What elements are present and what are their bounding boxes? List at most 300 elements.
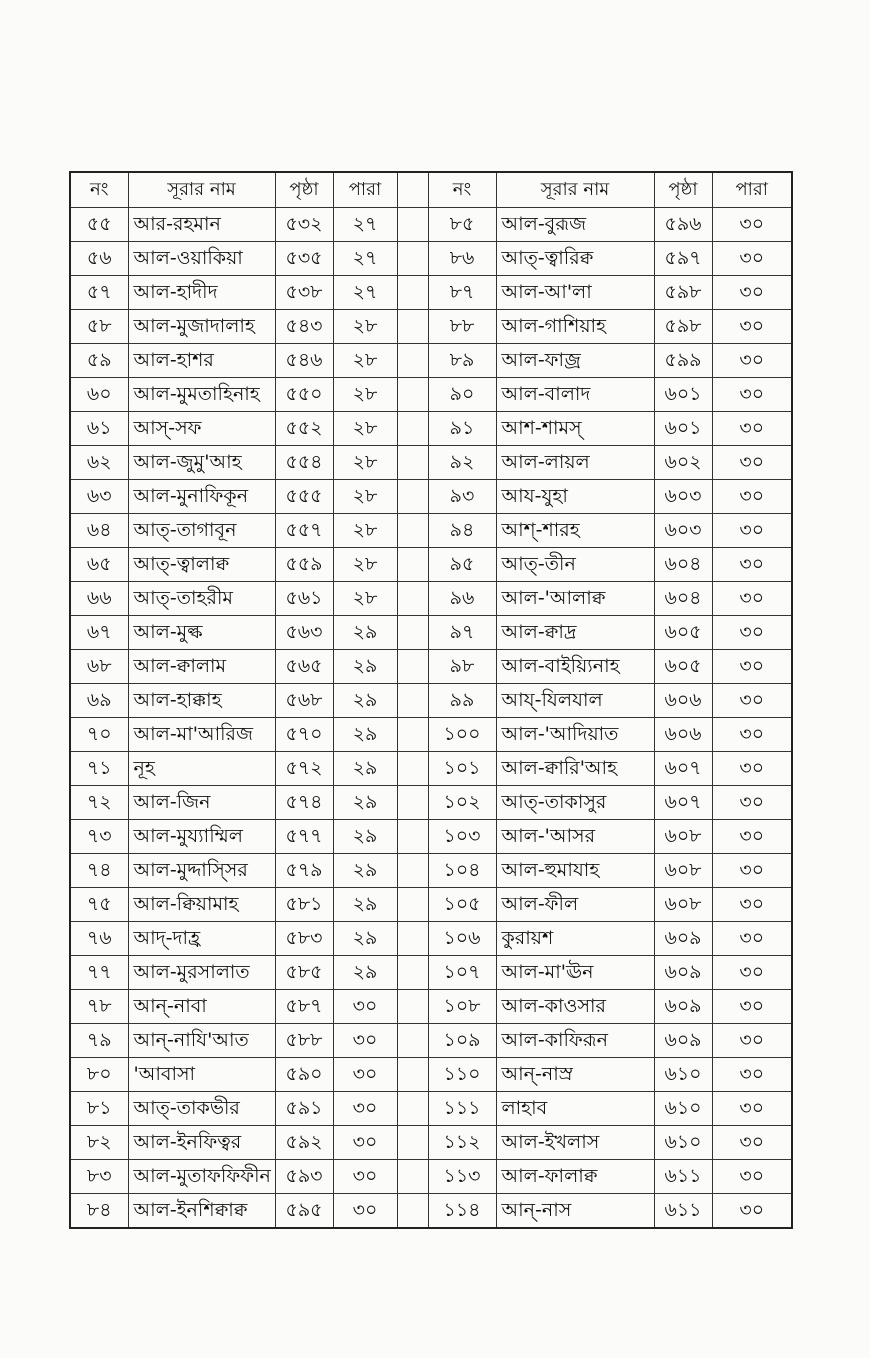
surah-number: ১০৪	[428, 854, 496, 888]
table-row	[70, 582, 792, 616]
para-number: ২৯	[333, 650, 397, 684]
header-page: পৃষ্ঠা	[275, 172, 333, 208]
surah-name: আল-জুমু'আহ	[128, 446, 275, 480]
surah-name: আন্-নাযি'আত	[128, 1024, 275, 1058]
para-number: ৩০	[712, 684, 792, 718]
surah-number: ১১২	[428, 1126, 496, 1160]
surah-name: আল-'আলাক্ব	[496, 582, 654, 616]
table-row	[70, 820, 792, 854]
page-number: ৫৯৭	[654, 242, 712, 276]
page-number: ৫৬১	[275, 582, 333, 616]
surah-number: ৭৭	[70, 956, 128, 990]
para-number: ২৮	[333, 344, 397, 378]
column-divider	[397, 446, 428, 480]
surah-name: আল-ফালাক্ব	[496, 1160, 654, 1194]
surah-number: ১০৭	[428, 956, 496, 990]
para-number: ৩০	[712, 1058, 792, 1092]
surah-name: আল-ক্বারি'আহ	[496, 752, 654, 786]
page-number: ৫৫০	[275, 378, 333, 412]
surah-name: আল-ফাজ্র	[496, 344, 654, 378]
surah-number: ৮১	[70, 1092, 128, 1126]
surah-name: আত্-তাগাবূন	[128, 514, 275, 548]
page-number: ৫৬৩	[275, 616, 333, 650]
table-row	[70, 1058, 792, 1092]
surah-name: আয্-যিলযাল	[496, 684, 654, 718]
column-divider	[397, 820, 428, 854]
surah-number: ৮৩	[70, 1160, 128, 1194]
surah-number: ৬৩	[70, 480, 128, 514]
para-number: ২৮	[333, 548, 397, 582]
surah-number: ৬৯	[70, 684, 128, 718]
page-number: ৫৭৭	[275, 820, 333, 854]
surah-number: ৯৫	[428, 548, 496, 582]
surah-number: ৮০	[70, 1058, 128, 1092]
surah-name: আল-কাওসার	[496, 990, 654, 1024]
column-divider	[397, 276, 428, 310]
table-row	[70, 1126, 792, 1160]
page-number: ৫৭৪	[275, 786, 333, 820]
surah-name: আল-মুয্যাম্মিল	[128, 820, 275, 854]
surah-number: ১০৯	[428, 1024, 496, 1058]
table-row	[70, 786, 792, 820]
column-divider	[397, 344, 428, 378]
surah-name: আল-বুরূজ	[496, 208, 654, 242]
surah-number: ১০৩	[428, 820, 496, 854]
table-row	[70, 344, 792, 378]
header-page: পৃষ্ঠা	[654, 172, 712, 208]
page-number: ৬০৯	[654, 1024, 712, 1058]
page-number: ৬০৩	[654, 480, 712, 514]
surah-number: ৬৫	[70, 548, 128, 582]
surah-name: আন্-নাবা	[128, 990, 275, 1024]
surah-name: আল-ইখলাস	[496, 1126, 654, 1160]
page-number: ৫৫২	[275, 412, 333, 446]
surah-name: আল-মা'আরিজ	[128, 718, 275, 752]
surah-name: আত্-তাহরীম	[128, 582, 275, 616]
table-row	[70, 650, 792, 684]
para-number: ২৯	[333, 854, 397, 888]
para-number: ২৯	[333, 888, 397, 922]
page-number: ৫৩৮	[275, 276, 333, 310]
column-divider	[397, 1092, 428, 1126]
table-row	[70, 888, 792, 922]
page-number: ৬০৩	[654, 514, 712, 548]
table-row	[70, 276, 792, 310]
surah-name: আল-গাশিয়াহ	[496, 310, 654, 344]
surah-number: ৬২	[70, 446, 128, 480]
surah-number: ৭৪	[70, 854, 128, 888]
surah-number: ১০১	[428, 752, 496, 786]
surah-name: আল-কাফিরূন	[496, 1024, 654, 1058]
page-number: ৫৩৫	[275, 242, 333, 276]
para-number: ২৭	[333, 208, 397, 242]
page-number: ৫৭৯	[275, 854, 333, 888]
para-number: ৩০	[712, 582, 792, 616]
surah-number: ৭২	[70, 786, 128, 820]
para-number: ২৯	[333, 684, 397, 718]
surah-number: ৯৪	[428, 514, 496, 548]
surah-number: ৭৯	[70, 1024, 128, 1058]
para-number: ৩০	[712, 1160, 792, 1194]
surah-name: আল-ক্বাদ্র	[496, 616, 654, 650]
para-number: ৩০	[712, 1194, 792, 1229]
table-row	[70, 854, 792, 888]
surah-number: ৯২	[428, 446, 496, 480]
surah-name: আন্-নাস	[496, 1194, 654, 1229]
surah-number: ৮৫	[428, 208, 496, 242]
surah-name: আয-যুহা	[496, 480, 654, 514]
page-number: ৬০৫	[654, 650, 712, 684]
surah-number: ৯৯	[428, 684, 496, 718]
para-number: ২৯	[333, 922, 397, 956]
page-number: ৬০৪	[654, 548, 712, 582]
para-number: ৩০	[712, 990, 792, 1024]
header-para: পারা	[333, 172, 397, 208]
surah-number: ৫৭	[70, 276, 128, 310]
para-number: ২৮	[333, 582, 397, 616]
para-number: ৩০	[712, 412, 792, 446]
para-number: ৩০	[712, 718, 792, 752]
page-number: ৬১০	[654, 1126, 712, 1160]
column-divider	[397, 172, 428, 208]
table-row	[70, 412, 792, 446]
surah-name: আর-রহমান	[128, 208, 275, 242]
surah-number: ৭০	[70, 718, 128, 752]
surah-name: আল-জিন	[128, 786, 275, 820]
surah-number: ৬৮	[70, 650, 128, 684]
surah-name: আল-বালাদ	[496, 378, 654, 412]
page-number: ৬০৭	[654, 752, 712, 786]
column-divider	[397, 480, 428, 514]
column-divider	[397, 956, 428, 990]
table-row	[70, 208, 792, 242]
surah-number: ১০০	[428, 718, 496, 752]
para-number: ২৯	[333, 752, 397, 786]
surah-name: 'আবাসা	[128, 1058, 275, 1092]
para-number: ৩০	[712, 820, 792, 854]
table-row	[70, 616, 792, 650]
page-number: ৫৯০	[275, 1058, 333, 1092]
para-number: ৩০	[712, 752, 792, 786]
surah-number: ৯৮	[428, 650, 496, 684]
surah-name: আল-হাশর	[128, 344, 275, 378]
para-number: ২৯	[333, 820, 397, 854]
para-number: ৩০	[712, 786, 792, 820]
page-number: ৫৩২	[275, 208, 333, 242]
column-divider	[397, 1126, 428, 1160]
page-number: ৬০৮	[654, 854, 712, 888]
page-number: ৬০১	[654, 378, 712, 412]
surah-number: ৯১	[428, 412, 496, 446]
surah-name: আল-আ'লা	[496, 276, 654, 310]
surah-name: লাহাব	[496, 1092, 654, 1126]
para-number: ৩০	[712, 480, 792, 514]
header-number: নং	[70, 172, 128, 208]
surah-name: আল-মুল্ক	[128, 616, 275, 650]
surah-name: আত্-ত্বালাক্ব	[128, 548, 275, 582]
page-number: ৬০১	[654, 412, 712, 446]
table-row	[70, 1160, 792, 1194]
para-number: ৩০	[712, 956, 792, 990]
surah-number: ১১৪	[428, 1194, 496, 1229]
page-number: ৫৮৩	[275, 922, 333, 956]
surah-number: ১০৬	[428, 922, 496, 956]
para-number: ২৭	[333, 276, 397, 310]
para-number: ৩০	[712, 650, 792, 684]
surah-number: ৯৬	[428, 582, 496, 616]
page-number: ৫৯৮	[654, 276, 712, 310]
para-number: ৩০	[333, 1058, 397, 1092]
page-number: ৫৫৯	[275, 548, 333, 582]
column-divider	[397, 888, 428, 922]
para-number: ২৮	[333, 480, 397, 514]
page-number: ৫৯১	[275, 1092, 333, 1126]
surah-name: আল-'আসর	[496, 820, 654, 854]
para-number: ৩০	[712, 854, 792, 888]
column-divider	[397, 786, 428, 820]
page-number: ৫৯৫	[275, 1194, 333, 1229]
surah-name: আশ্-শারহ	[496, 514, 654, 548]
surah-name: আল-হুমাযাহ	[496, 854, 654, 888]
para-number: ৩০	[712, 514, 792, 548]
table-row	[70, 956, 792, 990]
surah-name: আল-বাইয়্যিনাহ	[496, 650, 654, 684]
surah-name: আল-হাদীদ	[128, 276, 275, 310]
column-divider	[397, 208, 428, 242]
header-surah-name: সূরার নাম	[496, 172, 654, 208]
surah-number: ৮২	[70, 1126, 128, 1160]
surah-name: আল-মুতাফফিফীন	[128, 1160, 275, 1194]
para-number: ৩০	[712, 1126, 792, 1160]
para-number: ২৮	[333, 412, 397, 446]
surah-number: ৮৯	[428, 344, 496, 378]
surah-number: ৬৭	[70, 616, 128, 650]
column-divider	[397, 718, 428, 752]
column-divider	[397, 1058, 428, 1092]
surah-number: ৭১	[70, 752, 128, 786]
surah-name: আল-ইনশিক্বাক্ব	[128, 1194, 275, 1229]
column-divider	[397, 1194, 428, 1229]
column-divider	[397, 378, 428, 412]
table-row	[70, 718, 792, 752]
surah-name: কুরায়শ	[496, 922, 654, 956]
page-number: ৫৭২	[275, 752, 333, 786]
surah-number: ৭৮	[70, 990, 128, 1024]
page-number: ৬১০	[654, 1092, 712, 1126]
para-number: ২৮	[333, 514, 397, 548]
page-number: ৫৯৬	[654, 208, 712, 242]
column-divider	[397, 412, 428, 446]
para-number: ২৯	[333, 616, 397, 650]
surah-name: আল-ফীল	[496, 888, 654, 922]
para-number: ৩০	[712, 616, 792, 650]
surah-number: ৮৮	[428, 310, 496, 344]
page-number: ৫৫৪	[275, 446, 333, 480]
page-number: ৫৫৫	[275, 480, 333, 514]
para-number: ২৯	[333, 956, 397, 990]
table-row	[70, 514, 792, 548]
table-row	[70, 1024, 792, 1058]
surah-name: আল-ক্বালাম	[128, 650, 275, 684]
column-divider	[397, 854, 428, 888]
surah-number: ৮৭	[428, 276, 496, 310]
page-number: ৫৪৩	[275, 310, 333, 344]
page-number: ৫৯৯	[654, 344, 712, 378]
para-number: ৩০	[712, 276, 792, 310]
column-divider	[397, 1024, 428, 1058]
column-divider	[397, 650, 428, 684]
para-number: ৩০	[712, 242, 792, 276]
column-divider	[397, 242, 428, 276]
surah-index-table	[69, 171, 793, 1229]
surah-number: ৯০	[428, 378, 496, 412]
page-number: ৬০৮	[654, 888, 712, 922]
para-number: ৩০	[712, 888, 792, 922]
column-divider	[397, 684, 428, 718]
para-number: ২৭	[333, 242, 397, 276]
para-number: ২৯	[333, 718, 397, 752]
para-number: ৩০	[333, 1126, 397, 1160]
surah-number: ৯৩	[428, 480, 496, 514]
column-divider	[397, 922, 428, 956]
surah-name: আল-লায়ল	[496, 446, 654, 480]
page-number: ৫৯৩	[275, 1160, 333, 1194]
table-row	[70, 480, 792, 514]
para-number: ৩০	[712, 1092, 792, 1126]
surah-name: আল-মুজাদালাহ	[128, 310, 275, 344]
para-number: ৩০	[712, 1024, 792, 1058]
surah-number: ৭৩	[70, 820, 128, 854]
page-number: ৬১০	[654, 1058, 712, 1092]
para-number: ৩০	[712, 344, 792, 378]
surah-number: ১১০	[428, 1058, 496, 1092]
surah-name: আত্-তীন	[496, 548, 654, 582]
surah-number: ১১১	[428, 1092, 496, 1126]
surah-name: আন্-নাস্র	[496, 1058, 654, 1092]
page-number: ৬১১	[654, 1194, 712, 1229]
table-row	[70, 1092, 792, 1126]
surah-name: আস্-সফ	[128, 412, 275, 446]
surah-name: আল-ইনফিত্বর	[128, 1126, 275, 1160]
para-number: ৩০	[712, 208, 792, 242]
table-row	[70, 446, 792, 480]
surah-name: আল-মা'ঊন	[496, 956, 654, 990]
column-divider	[397, 582, 428, 616]
para-number: ২৯	[333, 786, 397, 820]
page-number: ৫৮৭	[275, 990, 333, 1024]
column-divider	[397, 990, 428, 1024]
table-row	[70, 684, 792, 718]
para-number: ৩০	[333, 1194, 397, 1229]
surah-number: ১০৮	[428, 990, 496, 1024]
table-row	[70, 310, 792, 344]
surah-name: আল-ক্বিয়ামাহ	[128, 888, 275, 922]
page-number: ৬০৯	[654, 922, 712, 956]
table-row	[70, 990, 792, 1024]
surah-name: আত্-ত্বারিক্ব	[496, 242, 654, 276]
surah-name: নূহ	[128, 752, 275, 786]
surah-number: ৭৫	[70, 888, 128, 922]
page-number: ৫৮১	[275, 888, 333, 922]
surah-number: ৬০	[70, 378, 128, 412]
surah-name: আল-মুনাফিকূন	[128, 480, 275, 514]
surah-number: ৮৪	[70, 1194, 128, 1229]
page-number: ৬০৯	[654, 990, 712, 1024]
surah-number: ৫৫	[70, 208, 128, 242]
surah-name: আল-হাক্কাহ	[128, 684, 275, 718]
page-number: ৬০৬	[654, 684, 712, 718]
column-divider	[397, 752, 428, 786]
table-row	[70, 242, 792, 276]
para-number: ৩০	[712, 310, 792, 344]
surah-name: আল-মুমতাহিনাহ	[128, 378, 275, 412]
page-number: ৫৪৬	[275, 344, 333, 378]
header-row	[70, 172, 792, 208]
column-divider	[397, 548, 428, 582]
surah-number: ১০২	[428, 786, 496, 820]
para-number: ৩০	[712, 548, 792, 582]
para-number: ৩০	[712, 446, 792, 480]
page-number: ৬০৭	[654, 786, 712, 820]
table-row	[70, 378, 792, 412]
page-number: ৫৬৮	[275, 684, 333, 718]
surah-number: ৬৪	[70, 514, 128, 548]
header-surah-name: সূরার নাম	[128, 172, 275, 208]
surah-name: আল-'আদিয়াত	[496, 718, 654, 752]
column-divider	[397, 310, 428, 344]
page-number: ৬০৬	[654, 718, 712, 752]
para-number: ৩০	[712, 922, 792, 956]
page-number: ৬০৪	[654, 582, 712, 616]
header-para: পারা	[712, 172, 792, 208]
page-number: ৫৯২	[275, 1126, 333, 1160]
page-number: ৫৬৫	[275, 650, 333, 684]
surah-name: আল-মুদ্দাস্সির	[128, 854, 275, 888]
surah-name: আল-মুরসালাত	[128, 956, 275, 990]
table-row	[70, 548, 792, 582]
header-number: নং	[428, 172, 496, 208]
surah-name: আদ্-দাহ্র	[128, 922, 275, 956]
para-number: ৩০	[333, 990, 397, 1024]
page-number: ৬০২	[654, 446, 712, 480]
page-number: ৬১১	[654, 1160, 712, 1194]
surah-number: ৫৬	[70, 242, 128, 276]
page-number: ৫৯৮	[654, 310, 712, 344]
column-divider	[397, 1160, 428, 1194]
para-number: ২৮	[333, 446, 397, 480]
para-number: ৩০	[333, 1160, 397, 1194]
table-row	[70, 922, 792, 956]
para-number: ৩০	[333, 1024, 397, 1058]
surah-name: আশ-শামস্	[496, 412, 654, 446]
para-number: ২৮	[333, 310, 397, 344]
column-divider	[397, 616, 428, 650]
surah-number: ৫৮	[70, 310, 128, 344]
page-number: ৫৭০	[275, 718, 333, 752]
table-row	[70, 1194, 792, 1229]
para-number: ৩০	[712, 378, 792, 412]
page-number: ৬০৫	[654, 616, 712, 650]
para-number: ২৮	[333, 378, 397, 412]
page-number: ৫৫৭	[275, 514, 333, 548]
surah-number: ১১৩	[428, 1160, 496, 1194]
surah-number: ৭৬	[70, 922, 128, 956]
table-body	[70, 208, 792, 1229]
surah-name: আত্-তাকভীর	[128, 1092, 275, 1126]
page-number: ৫৮৮	[275, 1024, 333, 1058]
surah-number: ৮৬	[428, 242, 496, 276]
surah-number: ৯৭	[428, 616, 496, 650]
